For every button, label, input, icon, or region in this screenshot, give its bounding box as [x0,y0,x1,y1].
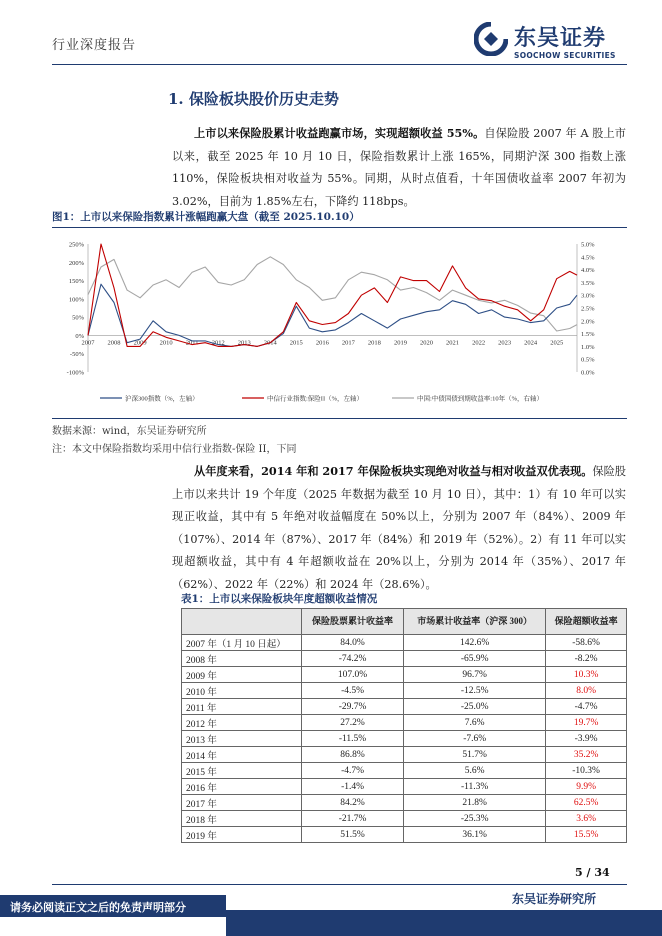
table-value-cell: 84.0% [302,635,404,651]
table-header-cell [182,609,302,635]
paragraph-2-lead: 从年度来看，2014 年和 2017 年保险板块实现绝对收益与相对收益双优表现。 [194,464,593,478]
disclaimer-banner: 请务必阅读正文之后的免责声明部分 [0,895,226,917]
table-value-cell: -4.7% [546,699,627,715]
company-logo [474,20,624,64]
table-value-cell: 21.8% [404,795,546,811]
y-right-tick-label: 1.5% [581,331,595,339]
paragraph-2-body: 保险股上市以来共计 19 个年度（2025 年数据为截至 10 月 10 日），其中：1）有 10 年可以实现正收益，其中有 5 年绝对收益幅度在 50%以上，分别为 2007 年（84%）、2009 年（107%）、2014 年（87%）、2017 年（84%）和 2019 年（52%）。2）有 11 年可以实现超额收益，其中有 4 年超额收益在 20%以上，分别为 2014 年（35%）、2017 年（62%）、2022 年（22%）和 2024 年（28.6%）。 [172,465,626,591]
table-year-cell: 2017 年 [182,795,302,811]
paragraph-1-body: 自保险股 2007 年 A 股上市以来，截至 2025 年 10 月 10 日，保险指数累计上涨 165%，同期沪深 300 指数上涨 110%，保险板块相对收益为 55%。同期，从时点值看，十年国债收益率 2007 年初为 3.02%，目前为 1.85%左右，下降约 118bps。 [172,127,626,208]
x-tick-label: 2014 [263,339,277,347]
table-row [182,635,627,651]
table-row [182,731,627,747]
table-value-cell: -8.2% [546,651,627,667]
table-row [182,779,627,795]
table-value-cell: 86.8% [302,747,404,763]
y-right-tick-label: 2.0% [581,318,595,326]
table-value-cell: -29.7% [302,699,404,715]
figure-source: 数据来源：wind，东吴证券研究所 [52,426,207,437]
logo-text-cn: 东吴证券 [514,26,607,51]
footer-band [226,910,662,936]
table-value-cell: 8.0% [546,683,627,699]
y-right-tick-label: 0.0% [581,369,595,377]
table-row [182,699,627,715]
table-value-cell: 107.0% [302,667,404,683]
table-value-cell: -11.5% [302,731,404,747]
x-tick-label: 2016 [315,339,329,347]
x-tick-label: 2010 [159,339,173,347]
paragraph-1 [172,122,626,213]
y-left-tick-label: 150% [68,278,84,286]
table-value-cell: -3.9% [546,731,627,747]
footer-divider [52,884,627,885]
table-value-cell: 15.5% [546,827,627,843]
y-left-tick-label: 100% [68,296,84,304]
header-divider [52,64,627,65]
legend-label: 沪深300指数（%，左轴） [125,395,199,403]
table-value-cell: 7.6% [404,715,546,731]
figure-note: 注：本文中保险指数均采用中信行业指数-保险 II，下同 [52,444,297,455]
x-tick-label: 2007 [81,339,95,347]
report-type-label: 行业深度报告 [52,38,137,53]
table-year-cell: 2010 年 [182,683,302,699]
table-value-cell: 5.6% [404,763,546,779]
section-title: 1. 保险板块股价历史走势 [168,90,339,108]
table-value-cell: 84.2% [302,795,404,811]
paragraph-1-lead: 上市以来保险股累计收益跑赢市场，实现超额收益 55%。 [194,126,485,140]
table-row [182,667,627,683]
paragraph-2 [172,460,626,596]
table-value-cell: 9.9% [546,779,627,795]
x-tick-label: 2019 [393,339,407,347]
y-right-tick-label: 3.0% [581,292,595,300]
table-value-cell: -25.3% [404,811,546,827]
table-value-cell: -58.6% [546,635,627,651]
legend-label: 中国:中债国债到期收益率:10年（%，右轴） [417,395,544,403]
table-year-cell: 2016 年 [182,779,302,795]
table-value-cell: -11.3% [404,779,546,795]
table-year-cell: 2011 年 [182,699,302,715]
y-right-tick-label: 3.5% [581,279,595,287]
y-left-tick-label: 50% [72,314,84,322]
table-row [182,827,627,843]
y-left-tick-label: 0% [75,332,84,340]
y-right-tick-label: 4.0% [581,267,595,275]
table-value-cell: -7.6% [404,731,546,747]
table-value-cell: 51.7% [404,747,546,763]
table-value-cell: -10.3% [546,763,627,779]
table-value-cell: 19.7% [546,715,627,731]
y-right-tick-label: 4.5% [581,254,595,262]
table-year-cell: 2008 年 [182,651,302,667]
table-year-cell: 2015 年 [182,763,302,779]
table-value-cell: 27.2% [302,715,404,731]
x-tick-label: 2013 [237,339,251,347]
table-year-cell: 2012 年 [182,715,302,731]
x-tick-label: 2015 [289,339,303,347]
x-tick-label: 2025 [550,339,564,347]
table-header-cell: 市场累计收益率（沪深 300） [404,609,546,635]
x-tick-label: 2022 [472,339,486,347]
y-left-tick-label: -50% [69,351,84,359]
table-row [182,715,627,731]
x-tick-label: 2017 [341,339,355,347]
table-value-cell: 51.5% [302,827,404,843]
table-value-cell: 10.3% [546,667,627,683]
table-value-cell: -74.2% [302,651,404,667]
legend-label: 中信行业指数:保险II（%，左轴） [267,395,364,403]
table-header-cell: 保险股票累计收益率 [302,609,404,635]
table-year-cell: 2018 年 [182,811,302,827]
y-left-tick-label: 200% [68,259,84,267]
line-chart [52,232,627,417]
series-line-2 [88,257,577,331]
x-tick-label: 2009 [133,339,147,347]
table-value-cell: -4.5% [302,683,404,699]
page-number: 5 / 34 [575,866,610,879]
table-value-cell: -1.4% [302,779,404,795]
figure-bottom-divider [52,418,627,419]
x-tick-label: 2023 [498,339,512,347]
table-value-cell: 3.6% [546,811,627,827]
table-row [182,651,627,667]
figure-caption: 图1：上市以来保险指数累计涨幅跑赢大盘（截至 2025.10.10） [52,211,360,223]
table-value-cell: -21.7% [302,811,404,827]
table-value-cell: 35.2% [546,747,627,763]
table-year-cell: 2014 年 [182,747,302,763]
y-left-tick-label: 250% [68,241,84,249]
x-tick-label: 2021 [446,339,460,347]
series-line-0 [88,284,577,346]
x-tick-label: 2018 [367,339,381,347]
table-row [182,747,627,763]
table-year-cell: 2007 年（1 月 10 日起） [182,635,302,651]
x-tick-label: 2024 [524,339,538,347]
table-value-cell: 62.5% [546,795,627,811]
footer-org: 东吴证券研究所 [512,892,597,906]
logo-mark-icon [474,22,508,56]
table-value-cell: -65.9% [404,651,546,667]
table-header-row [182,609,627,635]
logo-text-en: SOOCHOW SECURITIES [514,51,616,60]
series-line-1 [88,244,577,346]
x-tick-label: 2008 [107,339,121,347]
table-row [182,795,627,811]
table-value-cell: 142.6% [404,635,546,651]
table-value-cell: -4.7% [302,763,404,779]
annual-returns-table [181,608,627,843]
x-tick-label: 2020 [419,339,433,347]
figure-caption-divider [52,227,627,228]
table-year-cell: 2013 年 [182,731,302,747]
table-value-cell: -25.0% [404,699,546,715]
y-right-tick-label: 2.5% [581,305,595,313]
table-year-cell: 2009 年 [182,667,302,683]
y-right-tick-label: 0.5% [581,356,595,364]
table-year-cell: 2019 年 [182,827,302,843]
x-tick-label: 2011 [185,339,199,347]
table-row [182,683,627,699]
table-value-cell: 96.7% [404,667,546,683]
y-right-tick-label: 1.0% [581,343,595,351]
y-left-tick-label: -100% [66,369,84,377]
x-tick-label: 2012 [211,339,225,347]
table-row [182,811,627,827]
table-header-cell: 保险超额收益率 [546,609,627,635]
table-value-cell: -12.5% [404,683,546,699]
table-value-cell: 36.1% [404,827,546,843]
table-row [182,763,627,779]
y-right-tick-label: 5.0% [581,241,595,249]
table-caption: 表1：上市以来保险板块年度超额收益情况 [181,593,378,605]
